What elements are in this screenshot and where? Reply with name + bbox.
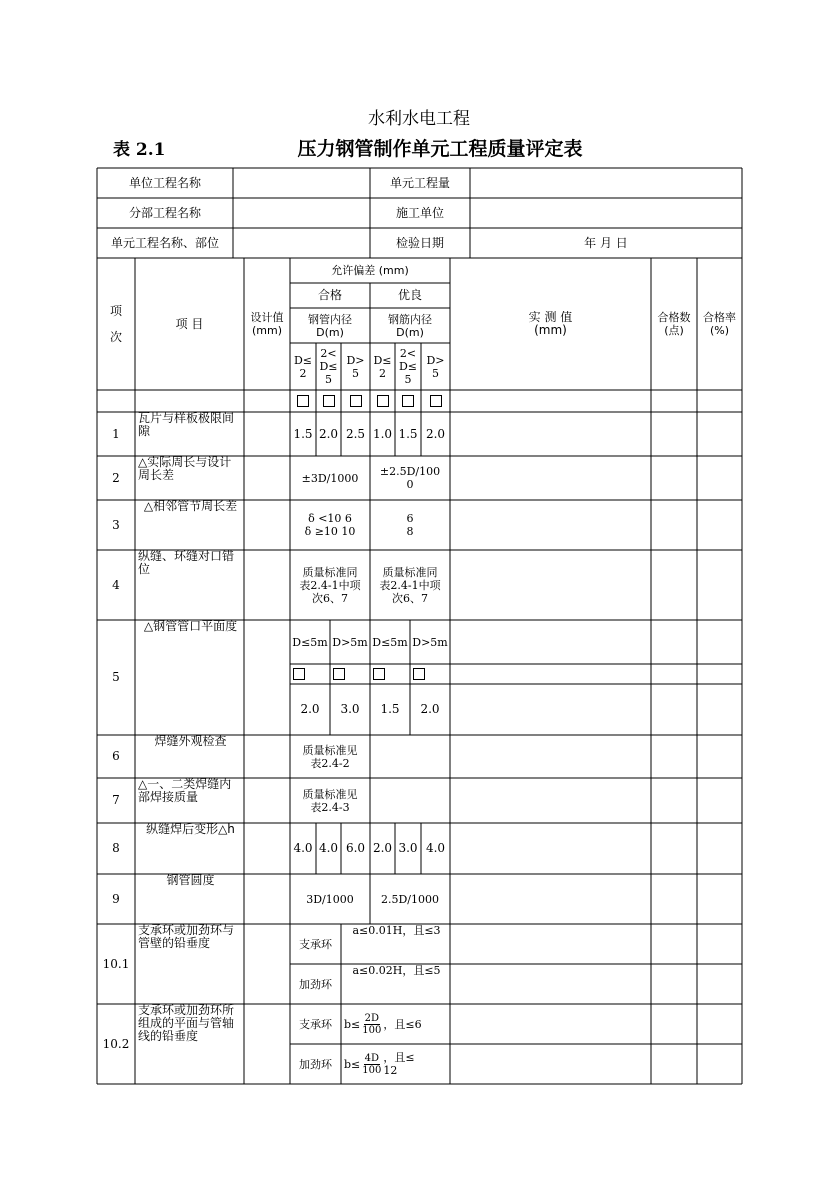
ring-type-label: 加劲环	[299, 1057, 332, 1071]
checkbox[interactable]	[402, 395, 414, 407]
row-item-label: △一、二类焊缝内部焊接质量	[138, 777, 232, 804]
deviation-value: 2.5	[345, 426, 366, 441]
flatness-value: 3.0	[340, 702, 360, 716]
ring-standard: a≤0.01H，且≤3	[352, 924, 441, 937]
checkbox[interactable]	[323, 395, 335, 407]
row-number: 8	[112, 841, 120, 855]
checkbox[interactable]	[413, 668, 425, 680]
flatness-range: D>5m	[332, 635, 368, 649]
deviation-value: 1.5	[398, 426, 418, 441]
table-number: 表 2.1	[113, 140, 166, 160]
row-number: 10.2	[102, 1036, 130, 1051]
col-item-no: 项 次	[109, 303, 122, 344]
checkbox[interactable]	[350, 395, 362, 407]
deviation-value: 1.5	[293, 426, 313, 441]
checkbox[interactable]	[430, 395, 442, 407]
deviation-value: 2.0	[372, 841, 393, 855]
document-supertitle: 水利水电工程	[368, 109, 470, 129]
qualified-standard: ±3D/1000	[301, 471, 359, 485]
deviation-value: 4.0	[293, 841, 313, 855]
col-d-range: 2< D≤ 5	[398, 347, 418, 386]
fraction	[362, 1013, 381, 1036]
row-item-label: 焊缝外观检查	[154, 734, 227, 748]
fraction-denominator: 100	[362, 1064, 382, 1076]
row-number: 9	[112, 891, 120, 906]
col-d-range: D≤ 2	[373, 353, 392, 380]
checkbox[interactable]	[333, 668, 345, 680]
flatness-range: D≤5m	[372, 635, 408, 649]
element-name-part-label: 单元工程名称、部位	[110, 235, 219, 250]
col-d-range: D> 5	[426, 353, 445, 380]
flatness-range: D≤5m	[292, 635, 328, 649]
fraction-prefix: b≤	[344, 1057, 361, 1071]
col-rebar-inner-dia: 钢筋内径 D(m)	[388, 312, 432, 339]
row-number: 3	[112, 517, 120, 532]
col-excellent: 优良	[397, 288, 422, 302]
ring-type-label: 支承环	[299, 937, 332, 951]
row-number: 5	[112, 670, 120, 684]
unit-project-name-label: 单位工程名称	[128, 175, 201, 190]
excellent-standard: ±2.5D/100 0	[379, 465, 441, 491]
fraction-numerator: 2D	[364, 1012, 379, 1024]
row-number: 6	[112, 749, 120, 763]
ring-type-label: 支承环	[299, 1017, 332, 1031]
ring-type-label: 加劲环	[299, 977, 332, 991]
flatness-range: D>5m	[412, 635, 448, 649]
row-number: 4	[112, 577, 120, 592]
col-qualified: 合格	[317, 288, 342, 302]
col-item: 项 目	[175, 316, 204, 331]
row-number: 7	[112, 793, 120, 807]
deviation-value: 1.0	[372, 426, 393, 441]
unit-quantity-label: 单元工程量	[389, 175, 450, 190]
qualified-standard: δ <10 6 δ ≥10 10	[304, 512, 356, 538]
deviation-value: 4.0	[425, 841, 446, 855]
deviation-value: 6.0	[345, 841, 366, 855]
row-item-label: △相邻管节周长差	[143, 499, 238, 513]
row-item-label: 钢管圆度	[166, 873, 215, 887]
row-item-label: 纵缝焊后变形△h	[146, 822, 235, 836]
col-d-range: 2< D≤ 5	[319, 347, 338, 386]
excellent-standard: 2.5D/1000	[380, 892, 439, 906]
fraction-suffix: ，且≤6	[383, 1017, 422, 1031]
row-item-label: 支承环或加劲环与管壁的铅垂度	[138, 923, 235, 950]
deviation-value: 3.0	[398, 841, 418, 855]
checkbox[interactable]	[297, 395, 309, 407]
col-qualified-rate: 合格率 (%)	[703, 311, 736, 337]
row-number: 10.1	[102, 956, 130, 971]
row-number: 2	[112, 470, 120, 485]
deviation-value: 2.0	[318, 426, 339, 441]
date-value: 年 月 日	[584, 235, 628, 250]
checkbox[interactable]	[293, 668, 305, 680]
flatness-value: 1.5	[380, 702, 400, 716]
construction-unit-label: 施工单位	[395, 205, 444, 220]
quality-standard: 质量标准见 表2.4-2	[302, 743, 358, 770]
fraction	[362, 1053, 381, 1076]
fraction-denominator: 100	[362, 1024, 382, 1036]
ring-standard-fraction	[341, 1044, 450, 1084]
col-pipe-inner-dia: 钢管内径 D(m)	[308, 312, 352, 339]
fraction-numerator: 4D	[364, 1052, 379, 1064]
deviation-value: 4.0	[318, 841, 339, 855]
row-item-label: △实际周长与设计周长差	[138, 455, 232, 482]
checkbox[interactable]	[373, 668, 385, 680]
deviation-value: 2.0	[425, 426, 446, 441]
col-qualified-count: 合格数 (点)	[657, 311, 691, 337]
row-item-label: △钢管管口平面度	[143, 619, 238, 633]
quality-standard: 质量标准见 表2.4-3	[302, 787, 358, 814]
fraction-prefix: b≤	[344, 1017, 361, 1031]
qualified-standard: 质量标准同 表2.4-1中项 次6、7	[299, 565, 361, 605]
ring-standard-fraction	[341, 1004, 450, 1044]
checkbox[interactable]	[377, 395, 389, 407]
col-measured: 实 测 值 (mm)	[528, 310, 573, 337]
ring-standard: a≤0.02H，且≤5	[352, 964, 441, 977]
excellent-standard: 质量标准同 表2.4-1中项 次6、7	[379, 565, 441, 605]
branch-project-name-label: 分部工程名称	[128, 205, 201, 220]
excellent-standard: 6 8	[406, 512, 414, 538]
col-design-value: 设计值 (mm)	[250, 311, 284, 337]
row-item-label: 支承环或加劲环所组成的平面与管轴线的铅垂度	[138, 1003, 235, 1043]
col-d-range: D≤ 2	[293, 353, 313, 380]
col-allowed-deviation: 允许偏差 (mm)	[331, 264, 409, 277]
inspection-date-label: 检验日期	[395, 235, 444, 250]
col-d-range: D> 5	[346, 353, 365, 380]
flatness-value: 2.0	[420, 702, 440, 716]
flatness-value: 2.0	[300, 702, 320, 716]
row-number: 1	[112, 426, 120, 441]
row-item-label: 纵缝、环缝对口错位	[138, 549, 235, 576]
qualified-standard: 3D/1000	[306, 892, 354, 906]
row-item-label: 瓦片与样板极限间隙	[138, 411, 235, 438]
fraction-suffix: ，且≤ 12	[383, 1051, 415, 1077]
document-title: 压力钢管制作单元工程质量评定表	[297, 138, 583, 160]
